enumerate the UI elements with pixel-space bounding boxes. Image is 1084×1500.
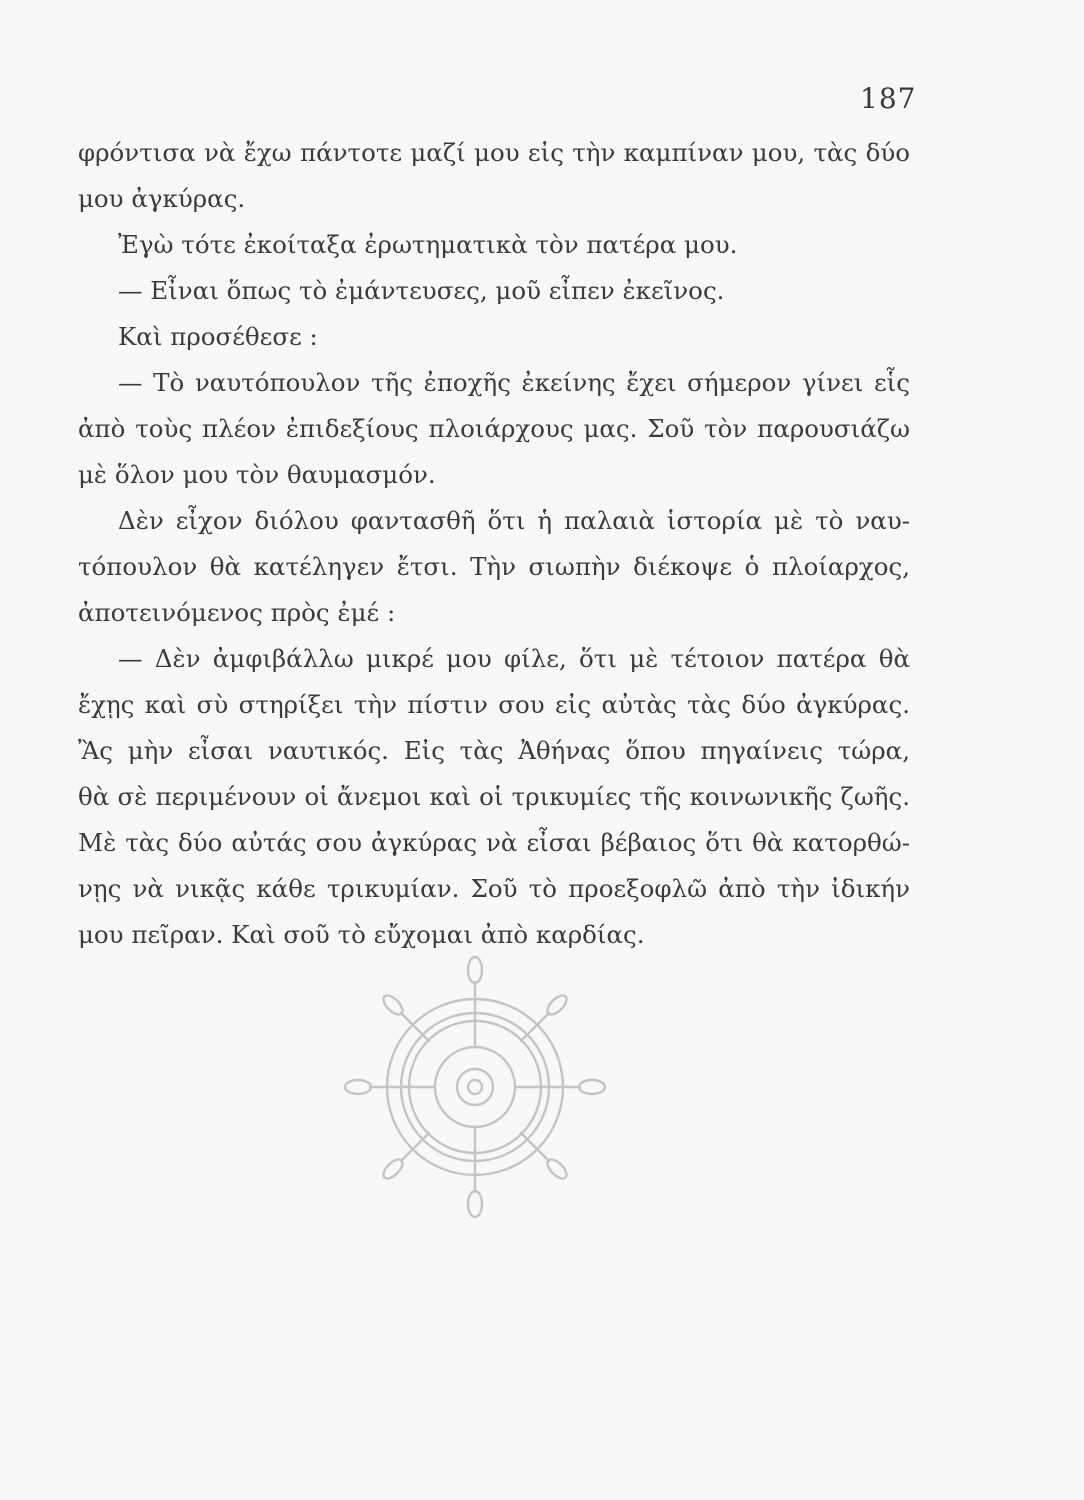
text-line: τόπουλον θὰ κατέληγεν ἔτσι. Τὴν σιωπὴν διέκοψε ὁ πλοίαρχος, — [78, 552, 910, 581]
text-line: μου ἀγκύρας. — [78, 184, 246, 213]
page-number: 187 — [860, 82, 917, 115]
text-line: φρόντισα νὰ ἔχω πάντοτε μαζί μου εἰς τὴν καμπίναν μου, τὰς δύο — [78, 138, 910, 167]
text-line: μὲ ὅλον μου τὸν θαυμασμόν. — [78, 460, 436, 489]
ship-wheel-icon — [340, 952, 610, 1222]
page-body-text — [78, 130, 910, 958]
text-line: Ἐγὼ τότε ἐκοίταξα ἐρωτηματικὰ τὸν πατέρα μου. — [118, 230, 738, 259]
text-line: Ἂς μὴν εἶσαι ναυτικός. Εἰς τὰς Ἀθήνας ὅπου πηγαίνεις τώρα, — [78, 736, 910, 765]
text-line: νῃς νὰ νικᾷς κάθε τρικυμίαν. Σοῦ τὸ προεξοφλῶ ἀπὸ τὴν ἰδικήν — [78, 874, 910, 903]
text-line: — Τὸ ναυτόπουλον τῆς ἐποχῆς ἐκείνης ἔχει σήμερον γίνει εἷς — [118, 368, 910, 397]
text-line: — Δὲν ἀμφιβάλλω μικρέ μου φίλε, ὅτι μὲ τέτοιον πατέρα θὰ — [118, 644, 910, 673]
text-line: Μὲ τὰς δύο αὐτάς σου ἀγκύρας νὰ εἶσαι βέβαιος ὅτι θὰ κατορθώ- — [78, 828, 910, 857]
text-line: Καὶ προσέθεσε : — [118, 322, 318, 351]
text-line: Δὲν εἶχον διόλου φαντασθῆ ὅτι ἡ παλαιὰ ἱστορία μὲ τὸ ναυ- — [118, 506, 910, 535]
text-line: μου πεῖραν. Καὶ σοῦ τὸ εὔχομαι ἀπὸ καρδίας. — [78, 920, 645, 949]
text-line: θὰ σὲ περιμένουν οἱ ἄνεμοι καὶ οἱ τρικυμίες τῆς κοινωνικῆς ζωῆς. — [78, 782, 910, 811]
text-line: — Εἶναι ὅπως τὸ ἐμάντευσες, μοῦ εἶπεν ἐκεῖνος. — [118, 276, 725, 305]
text-line: ἀπὸ τοὺς πλέον ἐπιδεξίους πλοιάρχους μας. Σοῦ τὸν παρουσιάζω — [78, 414, 910, 443]
text-line: ἀποτεινόμενος πρὸς ἐμέ : — [78, 598, 396, 627]
text-line: ἔχῃς καὶ σὺ στηρίξει τὴν πίστιν σου εἰς αὐτὰς τὰς δύο ἀγκύρας. — [78, 690, 910, 719]
